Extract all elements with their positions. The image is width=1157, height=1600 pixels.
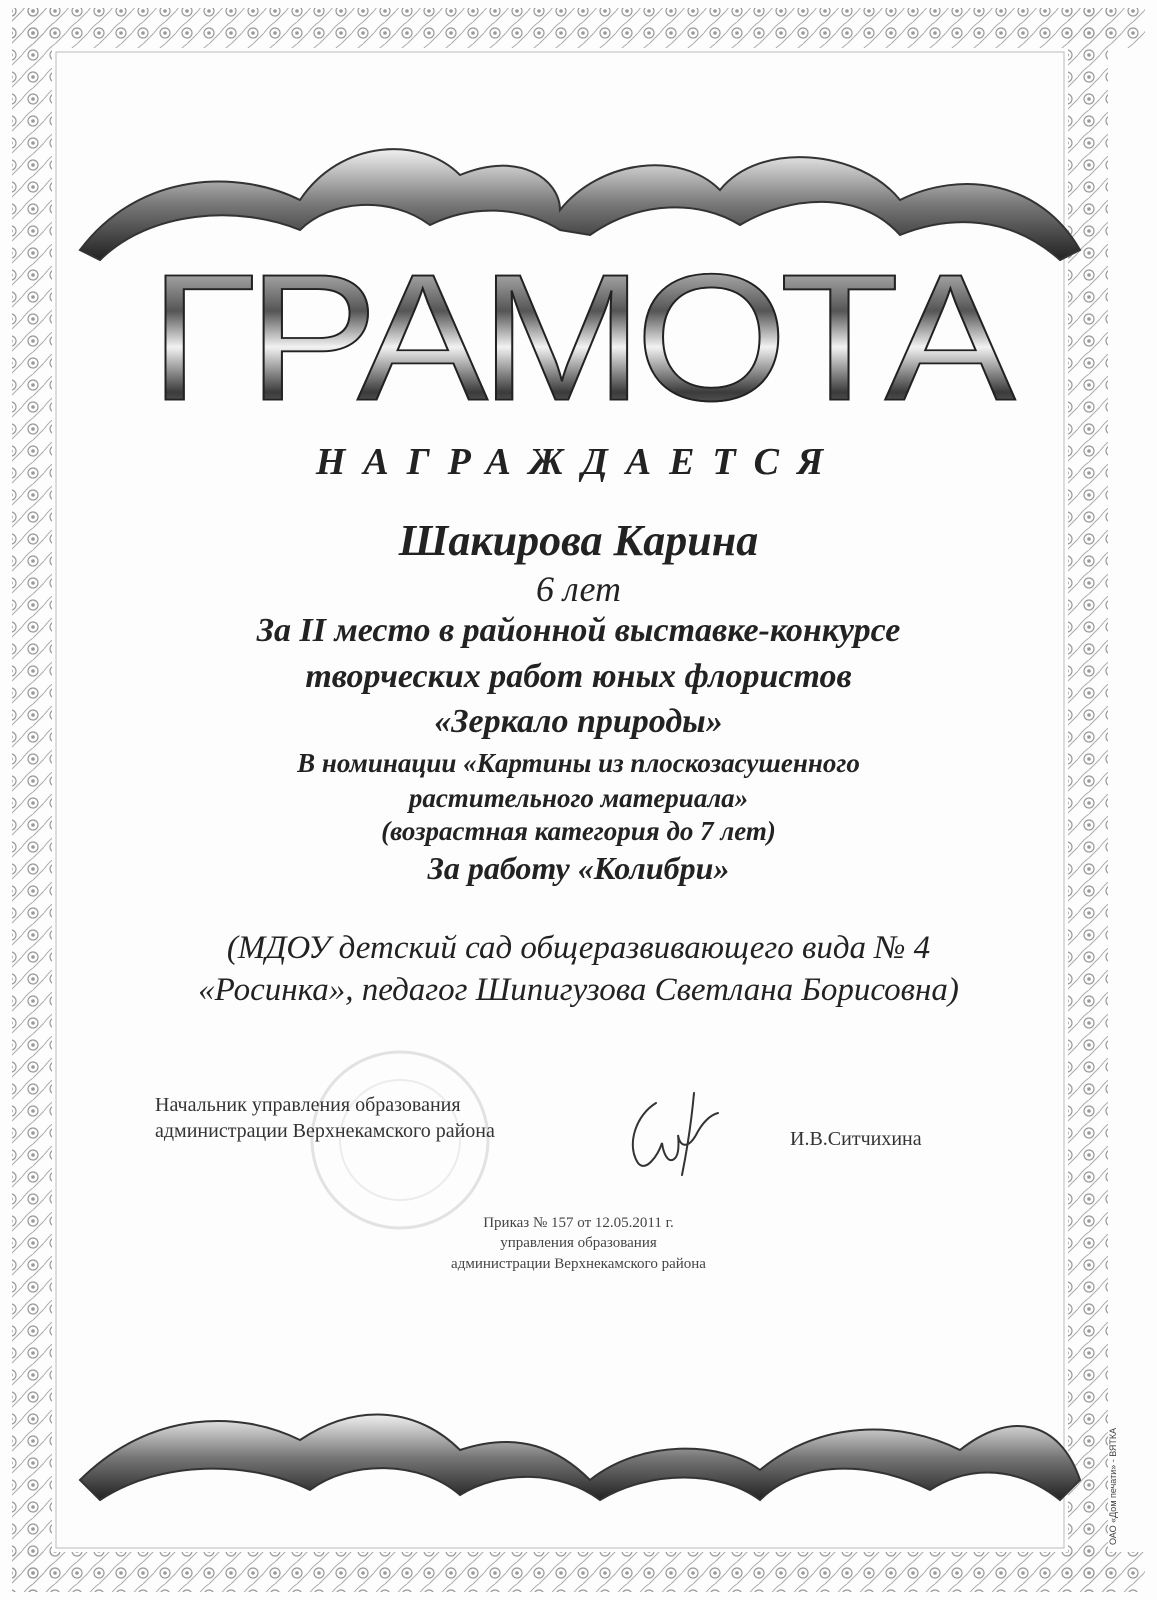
- school-line-1: (МДОУ детский сад общеразвивающего вида № 4: [226, 930, 931, 966]
- award-line-2: творческих работ юных флористов: [305, 658, 852, 695]
- signatory-role: [155, 1092, 495, 1144]
- school-line-2: «Росинка», педагог Шипигузова Светлана Борисовна): [198, 972, 959, 1008]
- order-line-2: управления образования: [500, 1235, 657, 1252]
- signatory-role-line-2: администрации Верхнекамского района: [155, 1120, 495, 1142]
- order-line-1: Приказ № 157 от 12.05.2011 г.: [483, 1215, 674, 1231]
- signatory-name: И.В.Ситчихина: [790, 1128, 922, 1150]
- award-line-1: За II место в районной выставке-конкурсе: [256, 612, 901, 649]
- nomination-line-1: В номинации «Картины из плоскозасушенного: [297, 748, 860, 778]
- order-line-3: администрации Верхнекамского района: [451, 1255, 706, 1272]
- contest-name: «Зеркало природы»: [434, 703, 723, 740]
- printer-imprint: ОАО «Дом печати» - ВЯТКА: [1108, 1427, 1118, 1545]
- signatory-role-line-1: Начальник управления образования: [155, 1094, 461, 1116]
- nomination-line-2: растительного материала»: [408, 783, 749, 813]
- work-title: За работу «Колибри»: [427, 850, 730, 886]
- awarded-heading: НАГРАЖДАЕТСЯ: [315, 441, 842, 483]
- certificate-title: ГРАМОТА: [70, 248, 1087, 428]
- recipient-name: Шакирова Карина: [398, 516, 759, 565]
- signature-icon: [618, 1085, 728, 1180]
- age-category: (возрастная категория до 7 лет): [381, 816, 776, 846]
- order-reference: [0, 1213, 1157, 1274]
- recipient-age: 6 лет: [535, 569, 622, 609]
